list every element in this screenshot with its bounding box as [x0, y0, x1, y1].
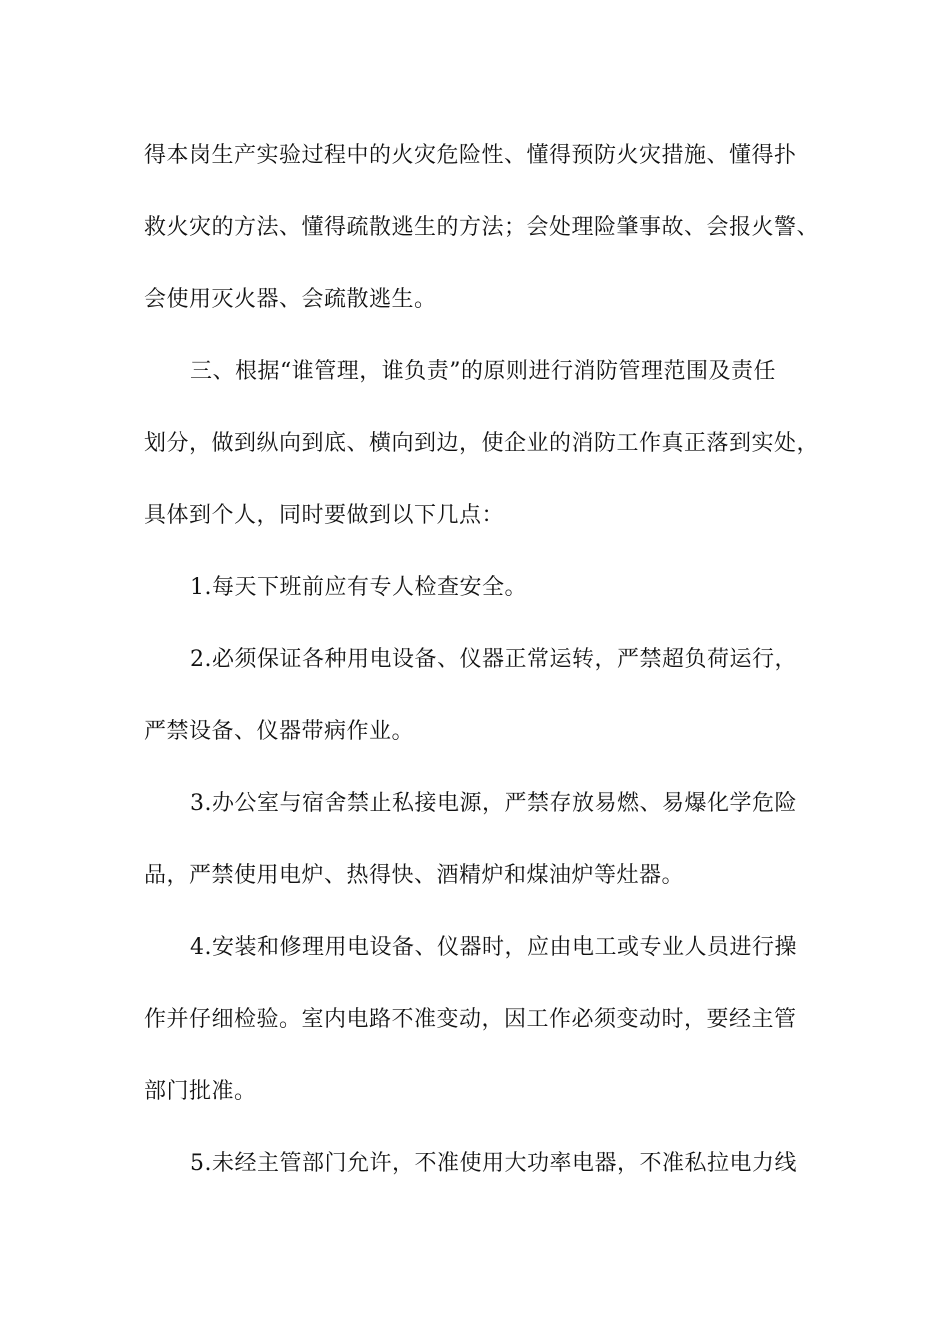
text-line: 严禁设备、仪器带病作业。: [144, 719, 415, 744]
text-line: 具体到个人，同时要做到以下几点：: [144, 503, 505, 528]
text-line: 作并仔细检验。室内电路不准变动，因工作必须变动时，要经主管: [144, 1007, 797, 1032]
text-line: 品，严禁使用电炉、热得快、酒精炉和煤油炉等灶器。: [144, 863, 685, 888]
list-item-line: 4.安装和修理用电设备、仪器时，应由电工或专业人员进行操: [190, 935, 797, 960]
text-line: 部门批准。: [144, 1079, 257, 1104]
text-line: 救火灾的方法、懂得疏散逃生的方法；会处理险肇事故、会报火警、: [144, 215, 820, 240]
list-item-line: 2.必须保证各种用电设备、仪器正常运转，严禁超负荷运行，: [190, 647, 797, 672]
section-heading-line: 三、根据“谁管理，谁负责”的原则进行消防管理范围及责任: [190, 359, 776, 384]
list-item-line: 1.每天下班前应有专人检查安全。: [190, 575, 527, 600]
text-line: 得本岗生产实验过程中的火灾危险性、懂得预防火灾措施、懂得扑: [144, 143, 797, 168]
list-item-line: 3.办公室与宿舍禁止私接电源，严禁存放易燃、易爆化学危险: [190, 791, 797, 816]
text-line: 划分，做到纵向到底、横向到边，使企业的消防工作真正落到实处，: [144, 431, 820, 456]
text-line: 会使用灭火器、会疏散逃生。: [144, 287, 437, 312]
list-item-line: 5.未经主管部门允许，不准使用大功率电器，不准私拉电力线: [190, 1151, 797, 1176]
